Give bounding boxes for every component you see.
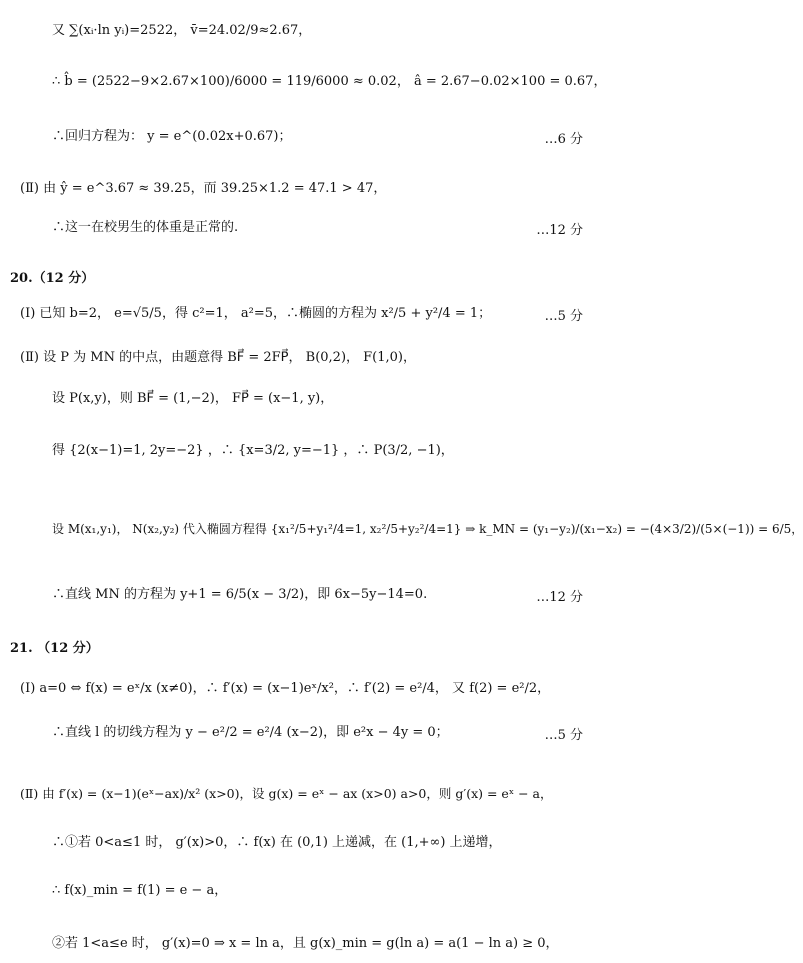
text-line: ②若 1<a≤e 时， g′(x)=0 ⇒ x = ln a，且 g(x)_min = g(ln a) = a(1 − ln a) ≥ 0，	[52, 936, 559, 951]
text-line: 设 M(x₁,y₁)， N(x₂,y₂) 代入椭圆方程得 {x₁²/5+y₁²/4=1, x₂²/5+y₂²/4=1} ⇒ k_MN = (y₁−y₂)/(x₁−x₂) = −(4×3/2)/(5×(−1)) = 6/5，	[52, 522, 803, 536]
text-line: ∴这一在校男生的体重是正常的.	[52, 220, 239, 235]
text-line: 又 ∑(xᵢ·ln yᵢ)=2522， v̄=24.02/9≈2.67，	[52, 23, 312, 38]
text-line: ∴直线 l 的切线方程为 y − e²/2 = e²/4 (x−2)，即 e²x − 4y = 0；	[52, 725, 449, 740]
text-line: ∴直线 MN 的方程为 y+1 = 6/5(x − 3/2)，即 6x−5y−14=0.	[52, 587, 428, 602]
text-line: (Ⅱ) 设 P 为 MN 的中点，由题意得 BF⃗ = 2FP⃗， B(0,2)， F(1,0)，	[20, 350, 416, 365]
score-mark: …5 分	[544, 728, 583, 743]
text-line: ∴回归方程为： y = e^(0.02x+0.67)；	[52, 129, 292, 144]
text-line: 得 {2(x−1)=1, 2y=−2} ，∴ {x=3/2, y=−1} ，∴ P(3/2, −1)，	[52, 443, 454, 458]
score-mark: …12 分	[536, 590, 583, 605]
score-mark: …6 分	[544, 132, 583, 147]
score-mark: …12 分	[536, 223, 583, 238]
score-mark: …5 分	[544, 309, 583, 324]
text-line: (Ⅱ) 由 ŷ = e^3.67 ≈ 39.25，而 39.25×1.2 = 47.1 > 47，	[20, 181, 387, 196]
text-line: ∴ b̂ = (2522−9×2.67×100)/6000 = 119/6000 ≈ 0.02， â = 2.67−0.02×100 = 0.67，	[52, 74, 607, 89]
text-line: (Ⅱ) 由 f′(x) = (x−1)(eˣ−ax)/x² (x>0)，设 g(x) = eˣ − ax (x>0) a>0，则 g′(x) = eˣ − a，	[20, 786, 553, 801]
text-line: ∴①若 0<a≤1 时， g′(x)>0，∴ f(x) 在 (0,1) 上递减，在 (1,+∞) 上递增，	[52, 835, 502, 850]
text-line: (Ⅰ) a=0 ⇔ f(x) = eˣ/x (x≠0)，∴ f′(x) = (x−1)eˣ/x²，∴ f′(2) = e²/4， 又 f(2) = e²/2，	[20, 681, 551, 696]
problem-heading: 21. （12 分）	[10, 641, 99, 656]
text-line: ∴ f(x)_min = f(1) = e − a，	[52, 883, 228, 898]
problem-heading: 20.（12 分）	[10, 271, 95, 286]
text-line: 设 P(x,y)，则 BF⃗ = (1,−2)， FP⃗ = (x−1, y)，	[52, 391, 334, 406]
text-line: (Ⅰ) 已知 b=2， e=√5/5，得 c²=1， a²=5，∴椭圆的方程为 x²/5 + y²/4 = 1；	[20, 306, 492, 321]
